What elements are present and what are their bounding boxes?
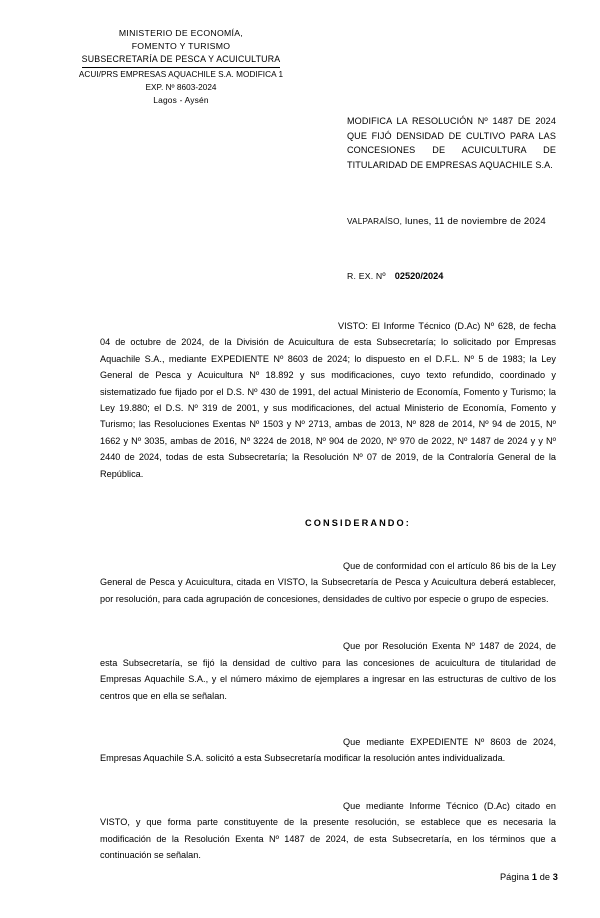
letterhead-ministry-line2: FOMENTO Y TURISMO — [131, 41, 231, 52]
resolution-number-line — [347, 271, 443, 281]
letterhead-reference: ACUI/PRS EMPRESAS AQUACHILE S.A. MODIFICA 1 — [78, 69, 284, 79]
footer-page-prefix: Página — [499, 872, 530, 882]
letterhead-regions: Lagos - Aysén — [153, 95, 209, 106]
page-footer — [500, 872, 558, 882]
letterhead — [44, 27, 318, 107]
paragraph-considerando-3: Que mediante EXPEDIENTE Nº 8603 de 2024, Empresas Aquachile S.A. solicitó a esta Subsecretaría modificar la resolución antes individualizada. — [100, 736, 556, 764]
place-city: VALPARAÍSO, — [347, 217, 403, 226]
letterhead-expediente: EXP. Nº 8603-2024 — [145, 82, 217, 92]
document-body — [100, 318, 556, 863]
considerando-heading: CONSIDERANDO: — [305, 518, 411, 529]
footer-page-middle: de — [539, 872, 551, 882]
letterhead-subsecretaria-wrap — [44, 53, 318, 67]
resolution-number-label: R. EX. Nº — [347, 271, 386, 281]
paragraph-considerando-4: Que mediante Informe Técnico (D.Ac) citado en VISTO, y que forma parte constituyente de la presente resolución, se establece que es necesaria la modificación de la Resolución Exenta Nº 1487 de 2024, de esta Subsecretaría, en los términos que a continuación se señalan. — [100, 800, 556, 860]
letterhead-ministry-line1: MINISTERIO DE ECONOMÍA, — [118, 28, 244, 38]
paragraph-visto: VISTO: El Informe Técnico (D.Ac) Nº 628, de fecha 04 de octubre de 2024, de la División de Acuicultura de esta Subsecretaría; lo solicitado por Empresas Aquachile S.A., mediante EXPEDIENTE Nº 8603 de 2024; lo dispuesto en el D.F.L. Nº 5 de 1983; la Ley General de Pesca y Acuicultura Nº 18.892 y sus modificaciones, cuyo texto refundido, coordinado y sistematizado fue fijado por el D.S. Nº 430 de 1991, del actual Ministerio de Economía, Fomento y Turismo; la Ley 19.880; el D.S. Nº 319 de 2001, y sus modificaciones, del actual Ministerio de Economía, Fomento y Turismo; las Resoluciones Exentas Nº 1503 y Nº 2713, ambas de 2013, Nº 828 de 2014, Nº 94 de 2015, Nº 1662 y Nº 3035, ambas de 2016, Nº 3224 de 2018, Nº 904 de 2020, Nº 970 de 2022, Nº 1487 de 2024 y y Nº 2440 de 2024, todas de esta Subsecretaría; la Resolución Nº 07 de 2019, de la Contraloría General de la República. — [100, 321, 556, 479]
paragraph-considerando-2: Que por Resolución Exenta Nº 1487 de 2024, de esta Subsecretaría, se fijó la densidad de cultivo para las concesiones de acuicultura de titularidad de Empresas Aquachile S.A., y el número máximo de ejemplares a ingresar en las estructuras de cultivo de los centros que en ella se señalan. — [100, 641, 556, 701]
issue-date: lunes, 11 de noviembre de 2024 — [404, 216, 546, 227]
letterhead-subsecretaria: SUBSECRETARÍA DE PESCA Y ACUICULTURA — [82, 53, 281, 67]
footer-page-total: 3 — [552, 872, 558, 882]
footer-page-number: 1 — [531, 872, 538, 882]
place-and-date — [347, 216, 592, 227]
resolution-number-value: 02520/2024 — [394, 271, 444, 281]
paragraph-considerando-1: Que de conformidad con el artículo 86 bis de la Ley General de Pesca y Acuicultura, citada en VISTO, la Subsecretaría de Pesca y Acuicultura deberá establecer, por resolución, para cada agrupación de concesiones, densidades de cultivo por especie o grupo de especies. — [100, 561, 556, 604]
resolution-subject: MODIFICA LA RESOLUCIÓN Nº 1487 DE 2024 QUE FIJÓ DENSIDAD DE CULTIVO PARA LAS CONCESIONES DE ACUICULTURA DE TITULARIDAD DE EMPRESAS AQUACHILE S.A. — [347, 116, 556, 170]
